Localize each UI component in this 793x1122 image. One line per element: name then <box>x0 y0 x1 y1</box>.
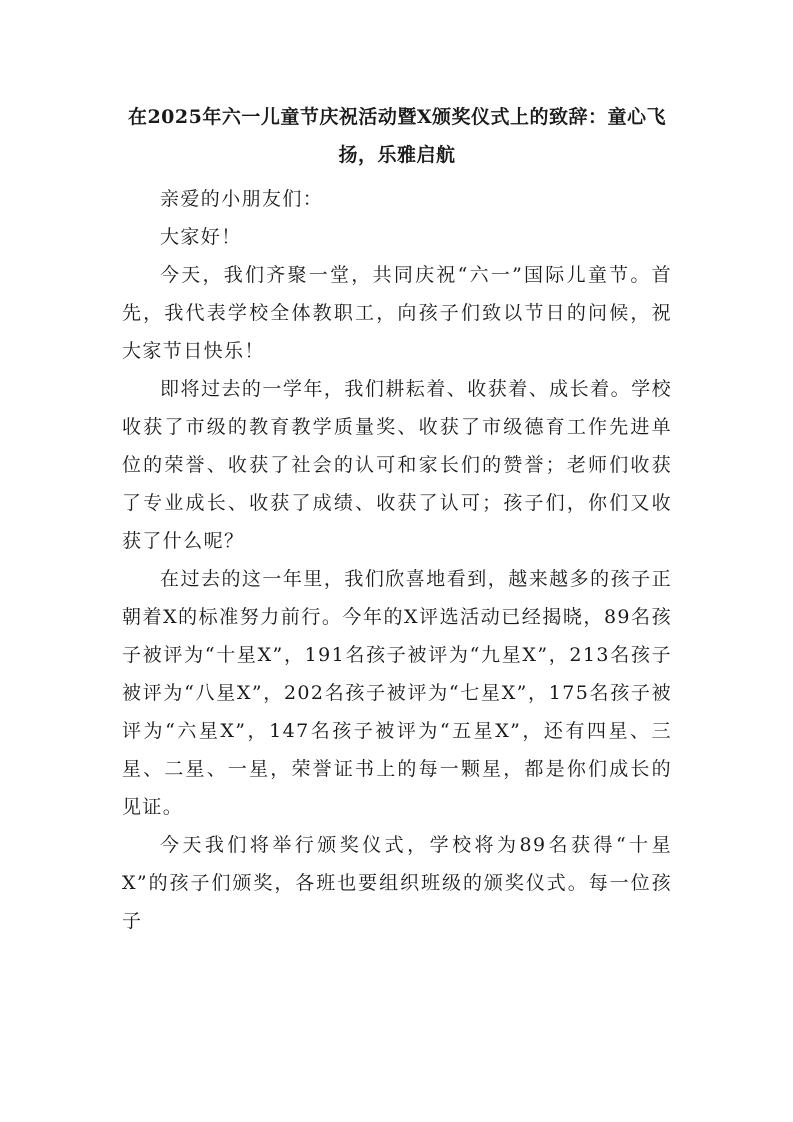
paragraph-achievements: 即将过去的一学年，我们耕耘着、收获着、成长着。学校收获了市级的教育教学质量奖、收获了市级德育工作先进单位的荣誉、收获了社会的认可和家长们的赞誉；老师们收获了专业成长、收获了成绩、收获了认可；孩子们，你们又收获了什么呢？ <box>122 378 672 552</box>
greeting: 大家好！ <box>160 226 242 248</box>
paragraph-ceremony: 今天我们将举行颁奖仪式，学校将为89名获得“十星X”的孩子们颁奖，各班也要组织班级的颁奖仪式。每一位孩子 <box>122 834 672 932</box>
document-title: 在2025年六一儿童节庆祝活动暨X颁奖仪式上的致辞：童心飞扬，乐雅启航 <box>127 106 667 166</box>
document-body <box>122 98 672 940</box>
paragraph-opening: 今天，我们齐聚一堂，共同庆祝“六一”国际儿童节。首先，我代表学校全体教职工，向孩子们致以节日的问候，祝大家节日快乐！ <box>122 264 672 362</box>
salutation: 亲爱的小朋友们： <box>160 188 324 210</box>
paragraph-star-awards: 在过去的这一年里，我们欣喜地看到，越来越多的孩子正朝着X的标准努力前行。今年的X评选活动已经揭晓，89名孩子被评为“十星X”，191名孩子被评为“九星X”，213名孩子被评为“八星X”，202名孩子被评为“七星X”，175名孩子被评为“六星X”，147名孩子被评为“五星X”，还有四星、三星、二星、一星，荣誉证书上的每一颗星，都是你们成长的见证。 <box>122 568 672 818</box>
